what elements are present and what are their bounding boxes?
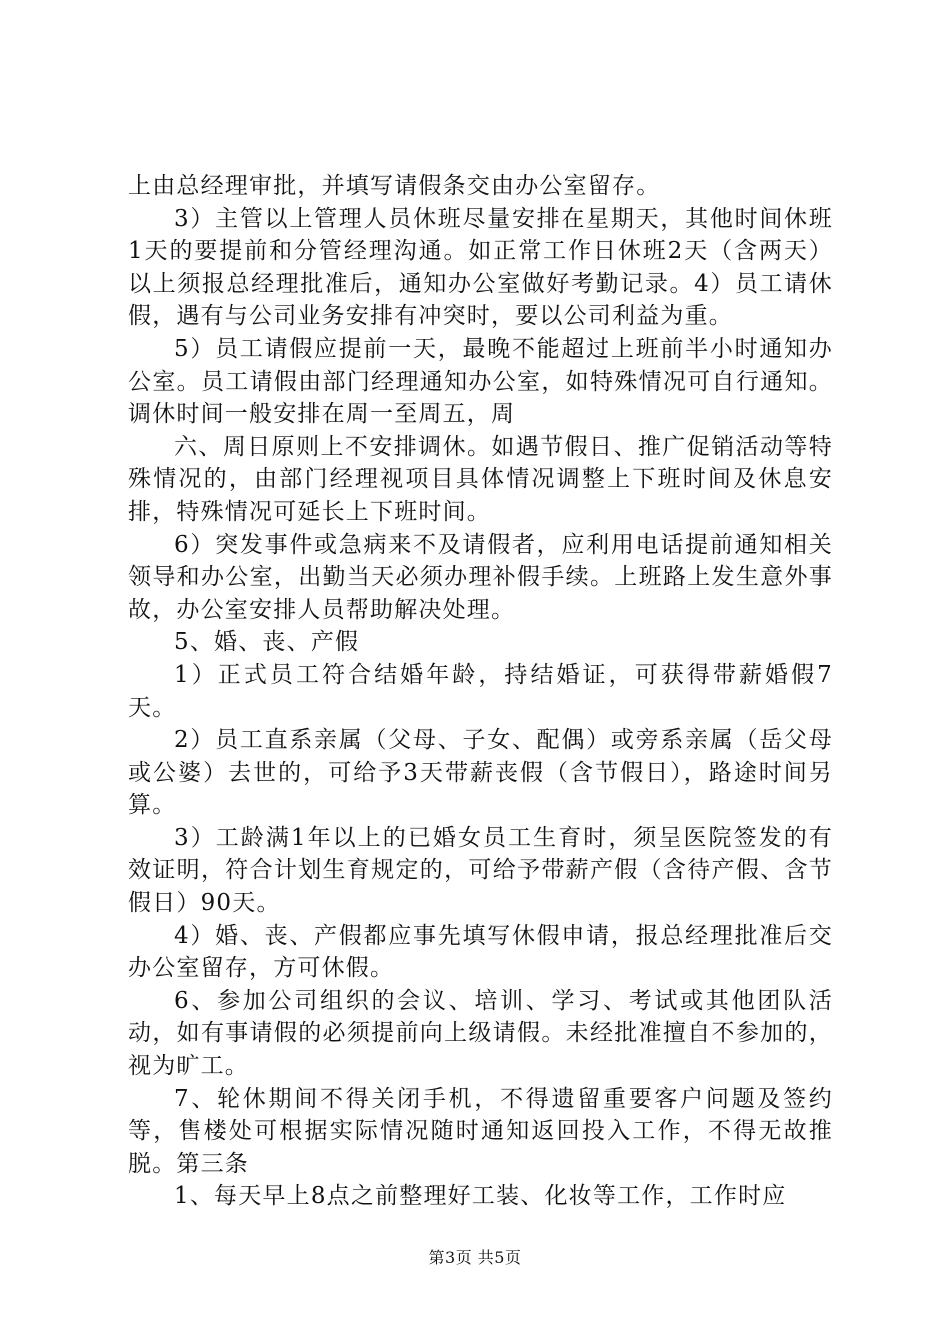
- document-body: [128, 170, 833, 1213]
- paragraph: 7、轮休期间不得关闭手机，不得遗留重要客户问题及签约等，售楼处可根据实际情况随时通知返回投入工作，不得无故推脱。第三条: [128, 1085, 833, 1177]
- paragraph: 5）员工请假应提前一天，最晚不能超过上班前半小时通知办公室。员工请假由部门经理通知办公室，如特殊情况可自行通知。调休时间一般安排在周一至周五，周: [128, 335, 833, 428]
- section-heading: 5、婚、丧、产假: [174, 629, 360, 656]
- paragraph: 3）主管以上管理人员休班尽量安排在星期天，其他时间休班1天的要提前和分管经理沟通。如正常工作日休班2天（含两天）以上须报总经理批准后，通知办公室做好考勤记录。4）员工请休假，遇有与公司业务安排有冲突时，要以公司利益为重。: [128, 205, 833, 330]
- page-number-footer: 第3页 共5页: [428, 1248, 522, 1267]
- paragraph: 3）工龄满1年以上的已婚女员工生育时，须呈医院签发的有效证明，符合计划生育规定的，可给予带薪产假（含待产假、含节假日）90天。: [128, 824, 833, 917]
- paragraph: 6）突发事件或急病来不及请假者，应利用电话提前通知相关领导和办公室，出勤当天必须办理补假手续。上班路上发生意外事故，办公室安排人员帮助解决处理。: [128, 531, 833, 623]
- paragraph: 1、每天早上8点之前整理好工装、化妆等工作，工作时应: [174, 1183, 787, 1210]
- paragraph: 六、周日原则上不安排调休。如遇节假日、推广促销活动等特殊情况的，由部门经理视项目具体情况调整上下班时间及休息安排，特殊情况可延长上下班时间。: [128, 433, 833, 525]
- paragraph: 1）正式员工符合结婚年龄，持结婚证，可获得带薪婚假7天。: [128, 661, 833, 721]
- paragraph: 6、参加公司组织的会议、培训、学习、考试或其他团队活动，如有事请假的必须提前向上级请假。未经批准擅自不参加的，视为旷工。: [128, 987, 833, 1080]
- paragraph: 2）员工直系亲属（父母、子女、配偶）或旁系亲属（岳父母或公婆）去世的，可给予3天带薪丧假（含节假日），路途时间另算。: [128, 727, 833, 819]
- paragraph: 上由总经理审批，并填写请假条交由办公室留存。: [128, 173, 661, 199]
- paragraph: 4）婚、丧、产假都应事先填写休假申请，报总经理批准后交办公室留存，方可休假。: [128, 922, 833, 982]
